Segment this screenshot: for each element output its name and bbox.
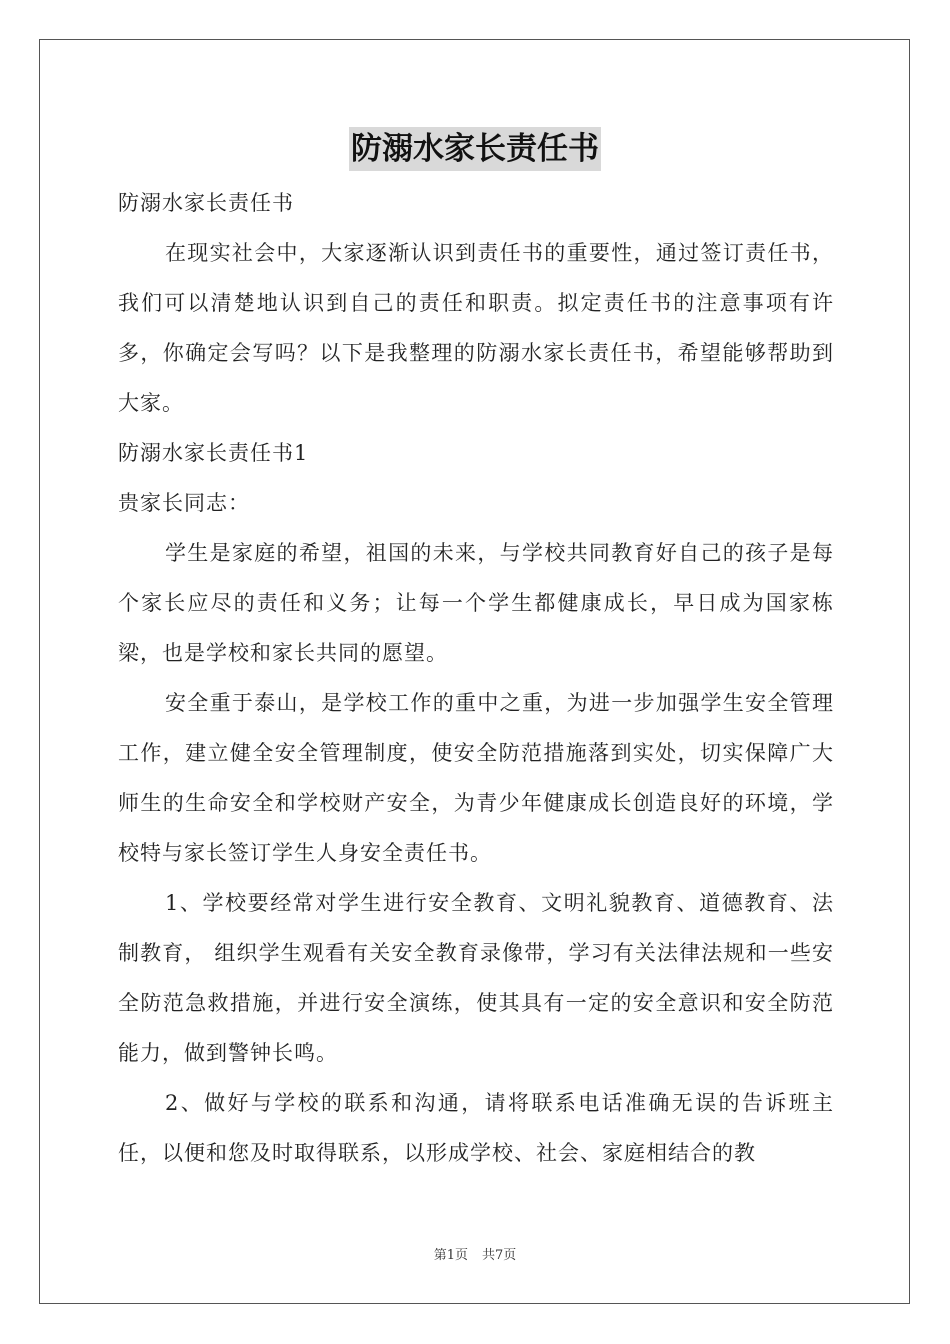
title-container: [0, 127, 950, 171]
page-number: 第1页: [433, 1248, 468, 1263]
body-paragraph: 学生是家庭的希望，祖国的未来，与学校共同教育好自己的孩子是每个家长应尽的责任和义务；让每一个学生都健康成长，早日成为国家栋梁，也是学校和家长共同的愿望。: [118, 541, 834, 665]
page-total: 共7页: [482, 1248, 517, 1263]
body-paragraph: 安全重于泰山，是学校工作的重中之重，为进一步加强学生安全管理工作，建立健全安全管理制度，使安全防范措施落到实处，切实保障广大师生的生命安全和学校财产安全，为青少年健康成长创造良好的环境，学校特与家长签订学生人身安全责任书。: [118, 691, 834, 865]
clause-paragraph: 1、学校要经常对学生进行安全教育、文明礼貌教育、道德教育、法制教育， 组织学生观看有关安全教育录像带，学习有关法律法规和一些安全防范急救措施，并进行安全演练，使其具有一定的安全意识和安全防范能力，做到警钟长鸣。: [118, 891, 834, 1065]
document-title: 防溺水家长责任书: [349, 127, 601, 171]
salutation: 贵家长同志：: [118, 491, 250, 515]
intro-paragraph: 在现实社会中，大家逐渐认识到责任书的重要性，通过签订责任书，我们可以清楚地认识到自己的责任和职责。拟定责任书的注意事项有许多，你确定会写吗？以下是我整理的防溺水家长责任书，希望能够帮助到大家。: [118, 241, 834, 415]
clause-paragraph: 2、做好与学校的联系和沟通，请将联系电话准确无误的告诉班主任，以便和您及时取得联系，以形成学校、社会、家庭相结合的教: [118, 1091, 834, 1165]
document-body: [118, 178, 834, 1178]
section-heading: 防溺水家长责任书1: [118, 441, 309, 465]
page-footer: [0, 1244, 950, 1263]
subtitle-paragraph: 防溺水家长责任书: [118, 191, 294, 215]
